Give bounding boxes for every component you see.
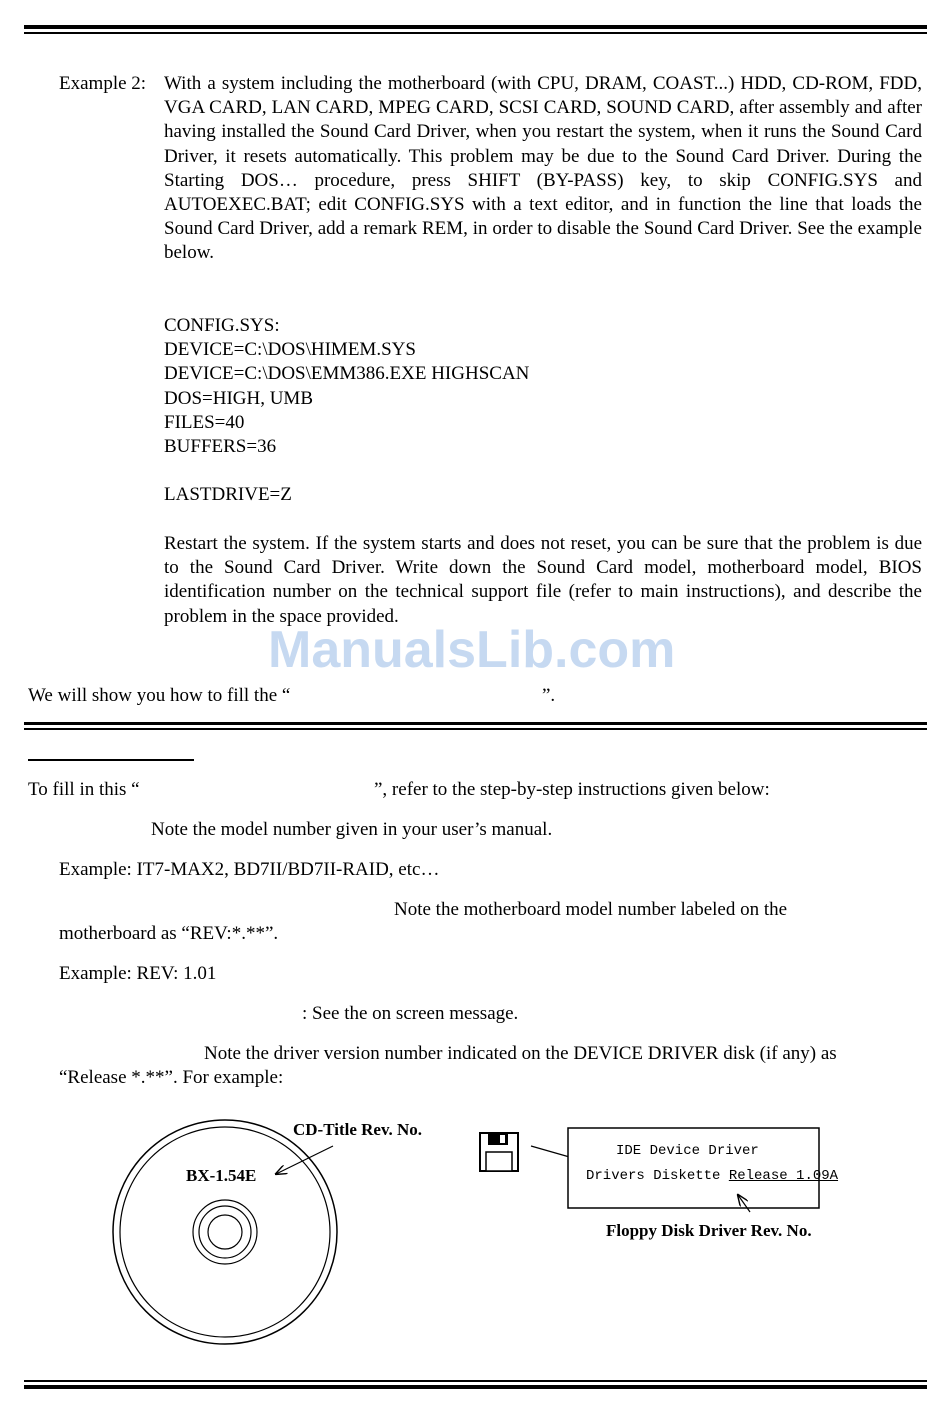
floppy-driver-label: Floppy Disk Driver Rev. No. <box>606 1221 812 1240</box>
cd-disc-icon <box>113 1120 337 1344</box>
driver-note-line2: “Release *.**”. For example: <box>59 1067 284 1088</box>
rev-note-line1: Note the motherboard model number labeled on the <box>394 899 788 920</box>
floppy-disk-icon <box>480 1133 518 1171</box>
top-rule-thin <box>24 32 927 34</box>
config-line: CONFIG.SYS: <box>164 315 280 336</box>
show-fill-text-end: ”. <box>542 685 556 706</box>
show-fill-text-start: We will show you how to fill the “ <box>28 685 291 706</box>
config-listing <box>164 314 529 459</box>
model-example: Example: IT7-MAX2, BD7II/BD7II-RAID, etc… <box>59 859 440 880</box>
fill-intro-start: To fill in this “ <box>28 779 140 800</box>
middle-rule-thin <box>24 728 927 730</box>
fill-intro-end: ”, refer to the step-by-step instructions given below: <box>374 779 770 800</box>
config-line: DEVICE=C:\DOS\HIMEM.SYS <box>164 339 416 361</box>
config-line: DOS=HIGH, UMB <box>164 387 314 409</box>
driver-box-prefix: Drivers Diskette <box>586 1168 729 1184</box>
restart-paragraph: Restart the system. If the system starts and does not reset, you can be sure that the problem is due to the Sound Card Driver. Write down the Sound Card model, motherboard model, BIOS identification number on the technical support file (refer to main instructions), and describe the problem in the space provided. <box>164 533 922 627</box>
example2-paragraph: With a system including the motherboard (with CPU, DRAM, COAST...) HDD, CD-ROM, FDD, VGA CARD, LAN CARD, MPEG CARD, SCSI CARD, SOUND CARD, after assembly and after having installed the Sound Card Driver, when you restart the system, when it runs the Sound Card Driver, it resets automatically. This problem may be due to the Sound Card Driver. During the Starting DOS… procedure, press SHIFT (BY-PASS) key, to skip CONFIG.SYS and AUTOEXEC.BAT; edit CONFIG.SYS with a text editor, and in function the line that loads the Sound Card Driver, add a remark REM, in order to disable the Sound Card Driver. See the example below. <box>164 73 922 264</box>
driver-note-line1: Note the driver version number indicated on the DEVICE DRIVER disk (if any) as <box>204 1043 837 1064</box>
config-lastdrive: LASTDRIVE=Z <box>164 484 292 505</box>
config-line: BUFFERS=36 <box>164 436 277 458</box>
driver-box-line2 <box>586 1168 838 1184</box>
watermark: ManualsLib.com <box>268 621 676 679</box>
rev-example: Example: REV: 1.01 <box>59 963 217 984</box>
cd-title-label: CD-Title Rev. No. <box>293 1120 423 1139</box>
middle-rule-thick <box>24 722 927 725</box>
driver-box-release: Release 1.09A <box>728 1168 839 1184</box>
cd-title-text: BX-1.54E <box>186 1166 257 1185</box>
bottom-rule-thick <box>24 1385 927 1389</box>
config-line: DEVICE=C:\DOS\EMM386.EXE HIGHSCAN <box>164 363 530 385</box>
top-rule-thick <box>24 25 927 29</box>
model-note: Note the model number given in your user’s manual. <box>151 819 553 840</box>
bios-note: : See the on screen message. <box>302 1003 519 1024</box>
cd-arrow <box>276 1146 333 1174</box>
example2-label: Example 2: <box>59 73 147 94</box>
rev-note-line2: motherboard as “REV:*.**”. <box>59 923 279 944</box>
config-line: FILES=40 <box>164 411 245 433</box>
bottom-rule-thin <box>24 1380 927 1382</box>
driver-box-line1: IDE Device Driver <box>616 1143 759 1159</box>
section-heading-underline <box>28 759 194 761</box>
